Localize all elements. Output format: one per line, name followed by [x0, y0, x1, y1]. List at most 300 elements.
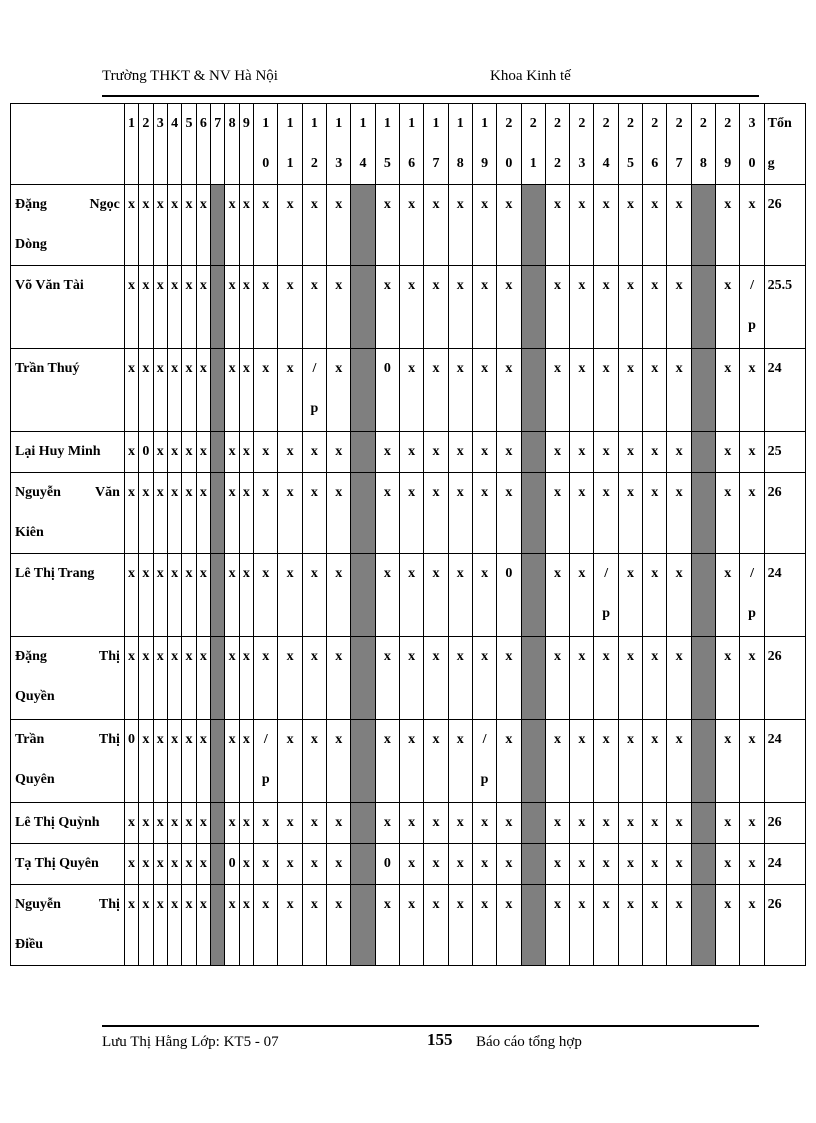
attendance-cell	[167, 349, 181, 432]
attendance-cell	[472, 473, 496, 554]
student-name-word: Văn	[94, 485, 120, 500]
attendance-cell	[182, 266, 196, 349]
total-cell: 25	[764, 432, 805, 473]
attendance-mark: x	[228, 732, 236, 747]
attendance-cell	[740, 473, 764, 554]
attendance-cell	[448, 554, 472, 637]
attendance-mark: x	[432, 856, 440, 871]
day-off-cell	[351, 844, 375, 885]
attendance-mark: x	[481, 485, 489, 500]
attendance-mark: x	[578, 815, 586, 830]
attendance-mark: x	[456, 897, 464, 912]
student-name-line: Kiên	[15, 525, 44, 540]
day-header-text: 6	[408, 156, 416, 171]
day-off-cell	[521, 720, 545, 803]
attendance-mark: x	[185, 815, 193, 830]
attendance-mark: x	[578, 485, 586, 500]
attendance-cell	[375, 803, 399, 844]
attendance-cell	[225, 885, 239, 966]
attendance-mark: x	[199, 566, 207, 581]
student-name-word: Nguyễn	[15, 485, 61, 500]
attendance-mark: x	[156, 361, 164, 376]
attendance-mark: x	[724, 444, 732, 459]
attendance-mark: x	[242, 897, 250, 912]
attendance-mark: /	[750, 278, 754, 293]
attendance-cell	[167, 720, 181, 803]
attendance-cell	[594, 554, 618, 637]
day-off-cell	[351, 349, 375, 432]
attendance-cell	[570, 637, 594, 720]
attendance-cell	[424, 432, 448, 473]
attendance-cell	[302, 885, 326, 966]
attendance-mark: x	[156, 897, 164, 912]
attendance-mark: /	[263, 732, 268, 747]
attendance-mark: p	[602, 606, 611, 621]
attendance-cell	[667, 637, 691, 720]
student-name-word: Đặng	[15, 197, 47, 212]
attendance-cell	[225, 720, 239, 803]
attendance-mark: x	[554, 197, 562, 212]
attendance-mark: x	[228, 197, 236, 212]
attendance-mark: x	[142, 732, 150, 747]
attendance-cell	[448, 844, 472, 885]
student-name-line	[15, 885, 120, 925]
total-cell: 24	[764, 349, 805, 432]
attendance-mark: x	[286, 197, 294, 212]
attendance-cell	[182, 432, 196, 473]
attendance-cell	[254, 185, 278, 266]
total-cell: 26	[764, 803, 805, 844]
attendance-mark: x	[481, 856, 489, 871]
attendance-mark: x	[626, 815, 634, 830]
attendance-cell	[225, 185, 239, 266]
attendance-mark: x	[335, 485, 343, 500]
day-header-text: 2	[505, 116, 513, 131]
attendance-cell	[182, 185, 196, 266]
attendance-cell	[643, 554, 667, 637]
attendance-cell	[182, 554, 196, 637]
attendance-mark: x	[554, 732, 562, 747]
day-header-7	[211, 104, 225, 185]
attendance-mark: x	[456, 444, 464, 459]
attendance-mark: x	[262, 485, 270, 500]
attendance-cell	[740, 720, 764, 803]
total-cell: 26	[764, 637, 805, 720]
attendance-mark: x	[602, 815, 610, 830]
attendance-cell	[302, 473, 326, 554]
attendance-mark: x	[262, 649, 270, 664]
attendance-cell	[399, 844, 423, 885]
attendance-mark: x	[286, 649, 294, 664]
attendance-cell	[545, 803, 569, 844]
attendance-cell	[124, 349, 138, 432]
day-header-text: 8	[456, 156, 464, 171]
attendance-mark: x	[156, 485, 164, 500]
attendance-cell	[399, 473, 423, 554]
day-off-cell	[351, 266, 375, 349]
attendance-mark: x	[335, 361, 343, 376]
student-name-line	[15, 185, 120, 225]
attendance-cell	[399, 637, 423, 720]
attendance-mark: x	[335, 732, 343, 747]
attendance-cell	[302, 720, 326, 803]
attendance-mark: x	[128, 897, 136, 912]
attendance-mark: x	[228, 485, 236, 500]
attendance-cell	[139, 720, 153, 803]
attendance-cell	[225, 844, 239, 885]
attendance-mark: x	[199, 444, 207, 459]
attendance-cell	[254, 844, 278, 885]
attendance-mark: x	[651, 815, 659, 830]
student-name	[11, 185, 125, 266]
student-name-line: Tạ Thị Quyên	[15, 856, 99, 871]
day-header-29	[716, 104, 740, 185]
day-header-text: 2	[310, 156, 318, 171]
attendance-mark: x	[748, 361, 756, 376]
total-cell: 24	[764, 844, 805, 885]
attendance-cell	[327, 266, 351, 349]
attendance-cell	[740, 637, 764, 720]
school-name: Trường THKT & NV Hà Nội	[102, 68, 278, 84]
attendance-cell	[399, 266, 423, 349]
day-off-cell	[691, 803, 715, 844]
attendance-cell	[740, 266, 764, 349]
day-header-4	[167, 104, 181, 185]
day-off-cell	[211, 803, 225, 844]
day-header-text: 1	[383, 116, 391, 131]
attendance-mark: x	[335, 566, 343, 581]
attendance-cell	[618, 349, 642, 432]
attendance-cell	[327, 554, 351, 637]
day-off-cell	[351, 637, 375, 720]
attendance-cell	[167, 637, 181, 720]
total-cell: 26	[764, 473, 805, 554]
attendance-cell	[182, 637, 196, 720]
attendance-mark: x	[335, 815, 343, 830]
attendance-mark: x	[262, 566, 270, 581]
day-header-23	[570, 104, 594, 185]
attendance-cell	[643, 803, 667, 844]
attendance-mark: x	[262, 361, 270, 376]
attendance-mark: x	[554, 566, 562, 581]
attendance-cell	[153, 554, 167, 637]
attendance-cell	[740, 554, 764, 637]
attendance-cell	[570, 885, 594, 966]
attendance-mark: x	[128, 444, 136, 459]
attendance-cell	[239, 637, 253, 720]
day-off-cell	[211, 432, 225, 473]
attendance-cell	[643, 637, 667, 720]
attendance-cell	[254, 349, 278, 432]
student-name-line	[15, 637, 120, 677]
attendance-cell	[570, 185, 594, 266]
day-header-text: 2	[602, 116, 610, 131]
attendance-mark: x	[602, 197, 610, 212]
attendance-cell	[239, 432, 253, 473]
attendance-cell	[182, 803, 196, 844]
attendance-mark: x	[432, 444, 440, 459]
attendance-cell	[302, 432, 326, 473]
attendance-cell	[139, 637, 153, 720]
attendance-cell	[472, 349, 496, 432]
attendance-cell	[302, 803, 326, 844]
attendance-mark: x	[505, 278, 513, 293]
attendance-cell	[667, 803, 691, 844]
day-header-text: 2	[529, 116, 537, 131]
attendance-cell	[618, 473, 642, 554]
student-name-word: Thị	[98, 732, 120, 747]
attendance-mark: x	[554, 815, 562, 830]
attendance-mark: x	[242, 815, 250, 830]
attendance-mark: x	[578, 566, 586, 581]
attendance-mark: x	[185, 732, 193, 747]
attendance-mark: x	[554, 361, 562, 376]
attendance-cell	[139, 432, 153, 473]
attendance-cell	[302, 266, 326, 349]
attendance-mark: x	[383, 278, 391, 293]
attendance-mark: x	[242, 361, 250, 376]
attendance-mark: x	[286, 732, 294, 747]
attendance-cell	[472, 266, 496, 349]
attendance-mark: x	[171, 278, 179, 293]
attendance-mark: x	[171, 856, 179, 871]
attendance-mark: x	[432, 649, 440, 664]
attendance-mark: x	[578, 361, 586, 376]
attendance-mark: x	[602, 444, 610, 459]
attendance-mark: x	[199, 897, 207, 912]
attendance-mark: x	[171, 361, 179, 376]
attendance-cell	[278, 844, 302, 885]
student-name-line	[15, 473, 120, 513]
day-off-cell	[521, 637, 545, 720]
attendance-cell	[570, 473, 594, 554]
attendance-cell	[448, 349, 472, 432]
attendance-mark: x	[171, 197, 179, 212]
attendance-mark: x	[456, 815, 464, 830]
attendance-cell	[740, 185, 764, 266]
day-header-text: 3	[748, 116, 756, 131]
attendance-cell	[545, 844, 569, 885]
attendance-cell	[643, 885, 667, 966]
attendance-mark: x	[724, 897, 732, 912]
attendance-cell	[643, 185, 667, 266]
attendance-mark: x	[748, 897, 756, 912]
attendance-mark: x	[156, 649, 164, 664]
author-class: Lưu Thị Hằng Lớp: KT5 - 07	[102, 1034, 279, 1050]
attendance-mark: x	[156, 566, 164, 581]
student-name-line: Lê Thị Quỳnh	[15, 815, 100, 830]
attendance-cell	[124, 637, 138, 720]
attendance-mark: x	[456, 361, 464, 376]
attendance-mark: x	[408, 485, 416, 500]
attendance-mark: x	[286, 815, 294, 830]
attendance-cell	[153, 720, 167, 803]
attendance-mark: x	[408, 278, 416, 293]
attendance-mark: x	[171, 566, 179, 581]
attendance-mark: x	[242, 856, 250, 871]
attendance-cell	[399, 885, 423, 966]
attendance-mark: x	[142, 815, 150, 830]
attendance-mark: x	[432, 485, 440, 500]
attendance-cell	[740, 885, 764, 966]
attendance-cell	[448, 185, 472, 266]
attendance-mark: x	[651, 566, 659, 581]
attendance-cell	[594, 885, 618, 966]
attendance-cell	[497, 637, 521, 720]
day-off-cell	[521, 554, 545, 637]
attendance-cell	[153, 432, 167, 473]
attendance-mark: x	[748, 856, 756, 871]
attendance-cell	[327, 885, 351, 966]
attendance-mark: x	[408, 815, 416, 830]
attendance-mark: x	[602, 649, 610, 664]
page-number: 155	[427, 1030, 453, 1049]
attendance-mark: x	[142, 566, 150, 581]
attendance-cell	[570, 266, 594, 349]
attendance-cell	[716, 266, 740, 349]
attendance-mark: x	[228, 566, 236, 581]
attendance-mark: x	[156, 815, 164, 830]
attendance-mark: x	[228, 278, 236, 293]
attendance-mark: x	[578, 444, 586, 459]
attendance-mark: x	[481, 815, 489, 830]
attendance-mark: x	[626, 278, 634, 293]
attendance-cell	[239, 844, 253, 885]
attendance-mark: x	[651, 444, 659, 459]
attendance-mark: x	[142, 197, 150, 212]
attendance-mark: x	[310, 485, 318, 500]
attendance-mark: x	[724, 278, 732, 293]
day-off-cell	[211, 844, 225, 885]
attendance-mark: x	[724, 815, 732, 830]
attendance-mark: x	[578, 197, 586, 212]
student-name-word: Thị	[98, 897, 120, 912]
day-header-8	[225, 104, 239, 185]
student-name-line: Võ Văn Tài	[15, 278, 84, 293]
attendance-cell	[545, 266, 569, 349]
total-header-text: g	[767, 156, 775, 171]
day-off-cell	[521, 185, 545, 266]
attendance-mark: x	[142, 278, 150, 293]
attendance-cell	[327, 844, 351, 885]
day-header-21	[521, 104, 545, 185]
attendance-cell	[167, 432, 181, 473]
attendance-cell	[124, 266, 138, 349]
attendance-cell	[472, 637, 496, 720]
day-off-cell	[521, 266, 545, 349]
day-header-text: 2	[724, 116, 732, 131]
attendance-mark: x	[602, 361, 610, 376]
attendance-cell	[278, 885, 302, 966]
attendance-mark: x	[481, 566, 489, 581]
attendance-mark: x	[199, 815, 207, 830]
table-row	[11, 637, 806, 720]
attendance-cell	[139, 349, 153, 432]
day-off-cell	[211, 554, 225, 637]
table-row	[11, 432, 806, 473]
attendance-cell	[302, 554, 326, 637]
attendance-mark: x	[675, 897, 683, 912]
attendance-cell	[618, 266, 642, 349]
attendance-mark: x	[554, 444, 562, 459]
attendance-mark: x	[262, 815, 270, 830]
day-header-text: 1	[128, 116, 136, 131]
attendance-mark: x	[724, 361, 732, 376]
attendance-mark: x	[242, 444, 250, 459]
attendance-cell	[375, 554, 399, 637]
student-name-line: Quyên	[15, 772, 55, 787]
attendance-cell	[327, 473, 351, 554]
student-name-line: Lại Huy Minh	[15, 444, 101, 459]
attendance-cell	[643, 432, 667, 473]
attendance-cell	[182, 473, 196, 554]
attendance-mark: x	[199, 197, 207, 212]
day-header-24	[594, 104, 618, 185]
attendance-cell	[594, 266, 618, 349]
attendance-mark: x	[199, 732, 207, 747]
attendance-mark: x	[242, 649, 250, 664]
day-header-5	[182, 104, 196, 185]
attendance-cell	[327, 803, 351, 844]
attendance-cell	[375, 432, 399, 473]
attendance-mark: x	[651, 897, 659, 912]
student-name	[11, 473, 125, 554]
day-header-text: 9	[481, 156, 489, 171]
attendance-mark: x	[383, 444, 391, 459]
attendance-mark: x	[675, 649, 683, 664]
attendance-mark: x	[383, 897, 391, 912]
attendance-cell	[167, 803, 181, 844]
attendance-mark: x	[651, 361, 659, 376]
table-row	[11, 554, 806, 637]
attendance-cell	[472, 885, 496, 966]
day-header-10	[254, 104, 278, 185]
attendance-mark: x	[505, 485, 513, 500]
attendance-mark: x	[310, 856, 318, 871]
faculty-name: Khoa Kinh tế	[490, 68, 571, 84]
table-row	[11, 266, 806, 349]
attendance-cell	[196, 554, 210, 637]
attendance-cell	[327, 720, 351, 803]
attendance-cell	[139, 185, 153, 266]
day-header-text: 1	[408, 116, 416, 131]
attendance-cell	[716, 473, 740, 554]
attendance-mark: x	[675, 361, 683, 376]
attendance-cell	[278, 266, 302, 349]
attendance-cell	[399, 185, 423, 266]
attendance-mark: x	[156, 197, 164, 212]
attendance-mark: x	[185, 278, 193, 293]
attendance-cell	[643, 349, 667, 432]
attendance-cell	[472, 720, 496, 803]
attendance-cell	[570, 554, 594, 637]
table-row	[11, 844, 806, 885]
day-off-cell	[351, 185, 375, 266]
day-header-text: 1	[310, 116, 318, 131]
attendance-mark: x	[626, 566, 634, 581]
student-name	[11, 844, 125, 885]
attendance-mark: 0	[142, 444, 150, 459]
attendance-cell	[327, 349, 351, 432]
attendance-cell	[254, 432, 278, 473]
attendance-cell	[375, 266, 399, 349]
attendance-mark: x	[185, 649, 193, 664]
attendance-mark: x	[626, 444, 634, 459]
day-off-cell	[691, 473, 715, 554]
attendance-cell	[472, 844, 496, 885]
attendance-cell	[545, 720, 569, 803]
attendance-mark: /	[482, 732, 487, 747]
